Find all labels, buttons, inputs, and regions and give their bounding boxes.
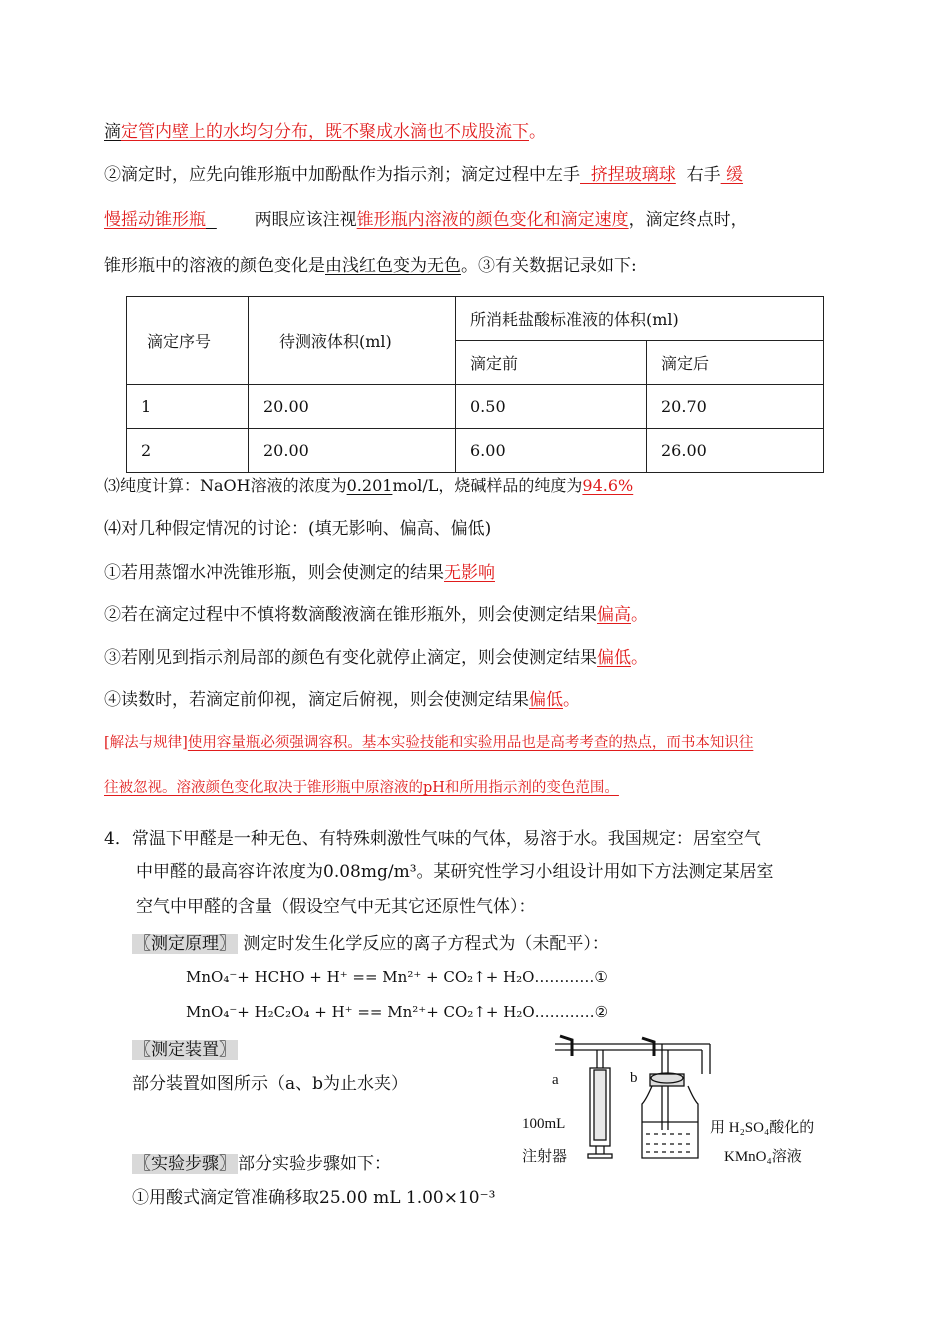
answer-end: 。: [631, 648, 648, 668]
table-row: [127, 429, 824, 473]
intro-line-4-text: 锥形瓶中的溶液的颜色变化是: [104, 256, 325, 276]
method-line-1: [104, 731, 753, 755]
table-cell: 20.70: [647, 385, 824, 429]
discussion-q2: [104, 603, 648, 627]
q4-line-2: 中甲醛的最高容许浓度为0.08mg/m³。某研究性学习小组设计用如下方法测定某居室: [136, 862, 774, 882]
header-hcl-volume: 所消耗盐酸标准液的体积(ml): [456, 297, 824, 341]
intro-line-2: [104, 163, 743, 187]
header-before: 滴定前: [456, 341, 647, 385]
equation-2: MnO₄⁻+ H₂C₂O₄ + H⁺ == Mn²⁺+ CO₂↑+ H₂O…………②: [186, 1003, 609, 1021]
intro-line-3-end: ，滴定终点时，: [628, 210, 748, 230]
answer-end: 。: [563, 690, 580, 710]
table-cell: 26.00: [647, 429, 824, 473]
answer-right-hand-a: 缓: [720, 165, 744, 185]
header-seq: 滴定序号: [127, 297, 249, 385]
table-cell: 20.00: [249, 429, 456, 473]
table-row: [127, 385, 824, 429]
purity-unit: mol/L，烧碱样品的纯度为: [392, 476, 583, 495]
steps-line: [132, 1152, 391, 1176]
discussion-q1: [104, 561, 495, 585]
method-text-1: 使用容量瓶必须强调容积。基本实验技能和实验用品也是高考考查的热点，而书本知识往: [187, 735, 754, 751]
question-text: ④读数时，若滴定前仰视，滴定后俯视，则会使测定结果: [104, 690, 529, 710]
intro-line-3: [104, 208, 748, 232]
table-cell: 1: [127, 385, 249, 429]
label-syringe-volume: 100mL: [522, 1116, 566, 1132]
method-text-2: 往被忽视。溶液颜色变化取决于锥形瓶中原溶液的pH和所用指示剂的变色范围。: [104, 780, 619, 796]
answer-q3: 偏低: [597, 648, 631, 668]
purity-line: [104, 474, 633, 498]
table-cell: 20.00: [249, 385, 456, 429]
table-cell: 6.00: [456, 429, 647, 473]
intro-line-1-end: 。: [529, 122, 546, 142]
method-tag: [解法与规律]: [104, 735, 188, 751]
intro-line-3-mid: 两眼应该注视: [216, 210, 357, 230]
method-line-2: [104, 776, 619, 800]
answer-q2: 偏高: [597, 605, 631, 625]
discussion-q4: [104, 688, 580, 712]
answer-concentration: 0.201: [346, 476, 393, 495]
steps-text: 部分实验步骤如下：: [238, 1154, 391, 1174]
intro-line-4: [104, 254, 637, 278]
question-text: ①若用蒸馏水冲洗锥形瓶，则会使测定的结果: [104, 563, 444, 583]
answer-color-change: 由浅红色变为无色: [325, 256, 461, 276]
device-tag-line: [132, 1038, 238, 1062]
answer-eyes-watch: 锥形瓶内溶液的颜色变化和滴定速度: [356, 210, 629, 230]
steps-tag: 〖实验步骤〗: [134, 1154, 236, 1174]
intro-line-1-prefix: 滴: [104, 122, 121, 142]
question-text: ②若在滴定过程中不慎将数滴酸液滴在锥形瓶外，则会使测定结果: [104, 605, 597, 625]
discussion-q3: [104, 646, 648, 670]
table-cell: 0.50: [456, 385, 647, 429]
table-cell: 2: [127, 429, 249, 473]
titration-data-table: [126, 296, 824, 473]
answer-q1: 无影响: [444, 563, 495, 583]
device-text: 部分装置如图所示（a、b为止水夹）: [132, 1074, 409, 1094]
purity-text: ⑶纯度计算：NaOH溶液的浓度为: [104, 476, 347, 495]
equation-1: MnO₄⁻+ HCHO + H⁺ == Mn²⁺ + CO₂↑+ H₂O…………①: [186, 968, 608, 986]
q4-line-1: 4．常温下甲醛是一种无色、有特殊刺激性气味的气体，易溶于水。我国规定：居室空气: [104, 829, 761, 849]
header-volume: 待测液体积(ml): [249, 297, 456, 385]
answer-right-hand-b: 慢摇动锥形瓶: [104, 210, 206, 230]
device-tag: 〖测定装置〗: [134, 1040, 236, 1060]
principle-tag: 〖测定原理〗: [134, 934, 236, 954]
label-syringe: 注射器: [522, 1149, 568, 1165]
label-clamp-a: a: [552, 1072, 559, 1088]
principle-line: [132, 932, 609, 956]
header-after: 滴定后: [647, 341, 824, 385]
clamp-a-icon: [560, 1036, 572, 1056]
q4-line-3: 空气中甲醛的含量（假设空气中无其它还原性气体）：: [136, 897, 536, 917]
answer-burette-clean: 定管内壁上的水均匀分布，既不聚成水滴也不成股流下: [121, 122, 529, 142]
clamp-b-icon: [642, 1038, 654, 1056]
question-text: ③若刚见到指示剂局部的颜色有变化就停止滴定，则会使测定结果: [104, 648, 597, 668]
label-solution-1: 用 H₂SO₄酸化的: [710, 1120, 815, 1136]
intro-line-2-text: ②滴定时，应先向锥形瓶中加酚酞作为指示剂；滴定过程中左手: [104, 165, 580, 185]
stopper-icon: [650, 1074, 684, 1086]
intro-line-1: [104, 120, 546, 144]
table-header-row: [127, 297, 824, 341]
answer-q4: 偏低: [529, 690, 563, 710]
intro-line-4-end: 。③有关数据记录如下:: [461, 256, 637, 276]
answer-left-hand: 挤捏玻璃球: [580, 165, 676, 185]
step-1: ①用酸式滴定管准确移取25.00 mL 1.00×10⁻³: [132, 1188, 496, 1208]
label-clamp-b: b: [630, 1070, 638, 1086]
label-solution-2: KMnO₄溶液: [724, 1149, 802, 1165]
discussion-title: ⑷对几种假定情况的讨论：(填无影响、偏高、偏低): [104, 519, 492, 539]
answer-purity: 94.6%: [582, 476, 634, 495]
answer-end: 。: [631, 605, 648, 625]
principle-text: 测定时发生化学反应的离子方程式为（未配平）：: [238, 934, 609, 954]
intro-line-2-mid: 右手: [675, 165, 721, 185]
